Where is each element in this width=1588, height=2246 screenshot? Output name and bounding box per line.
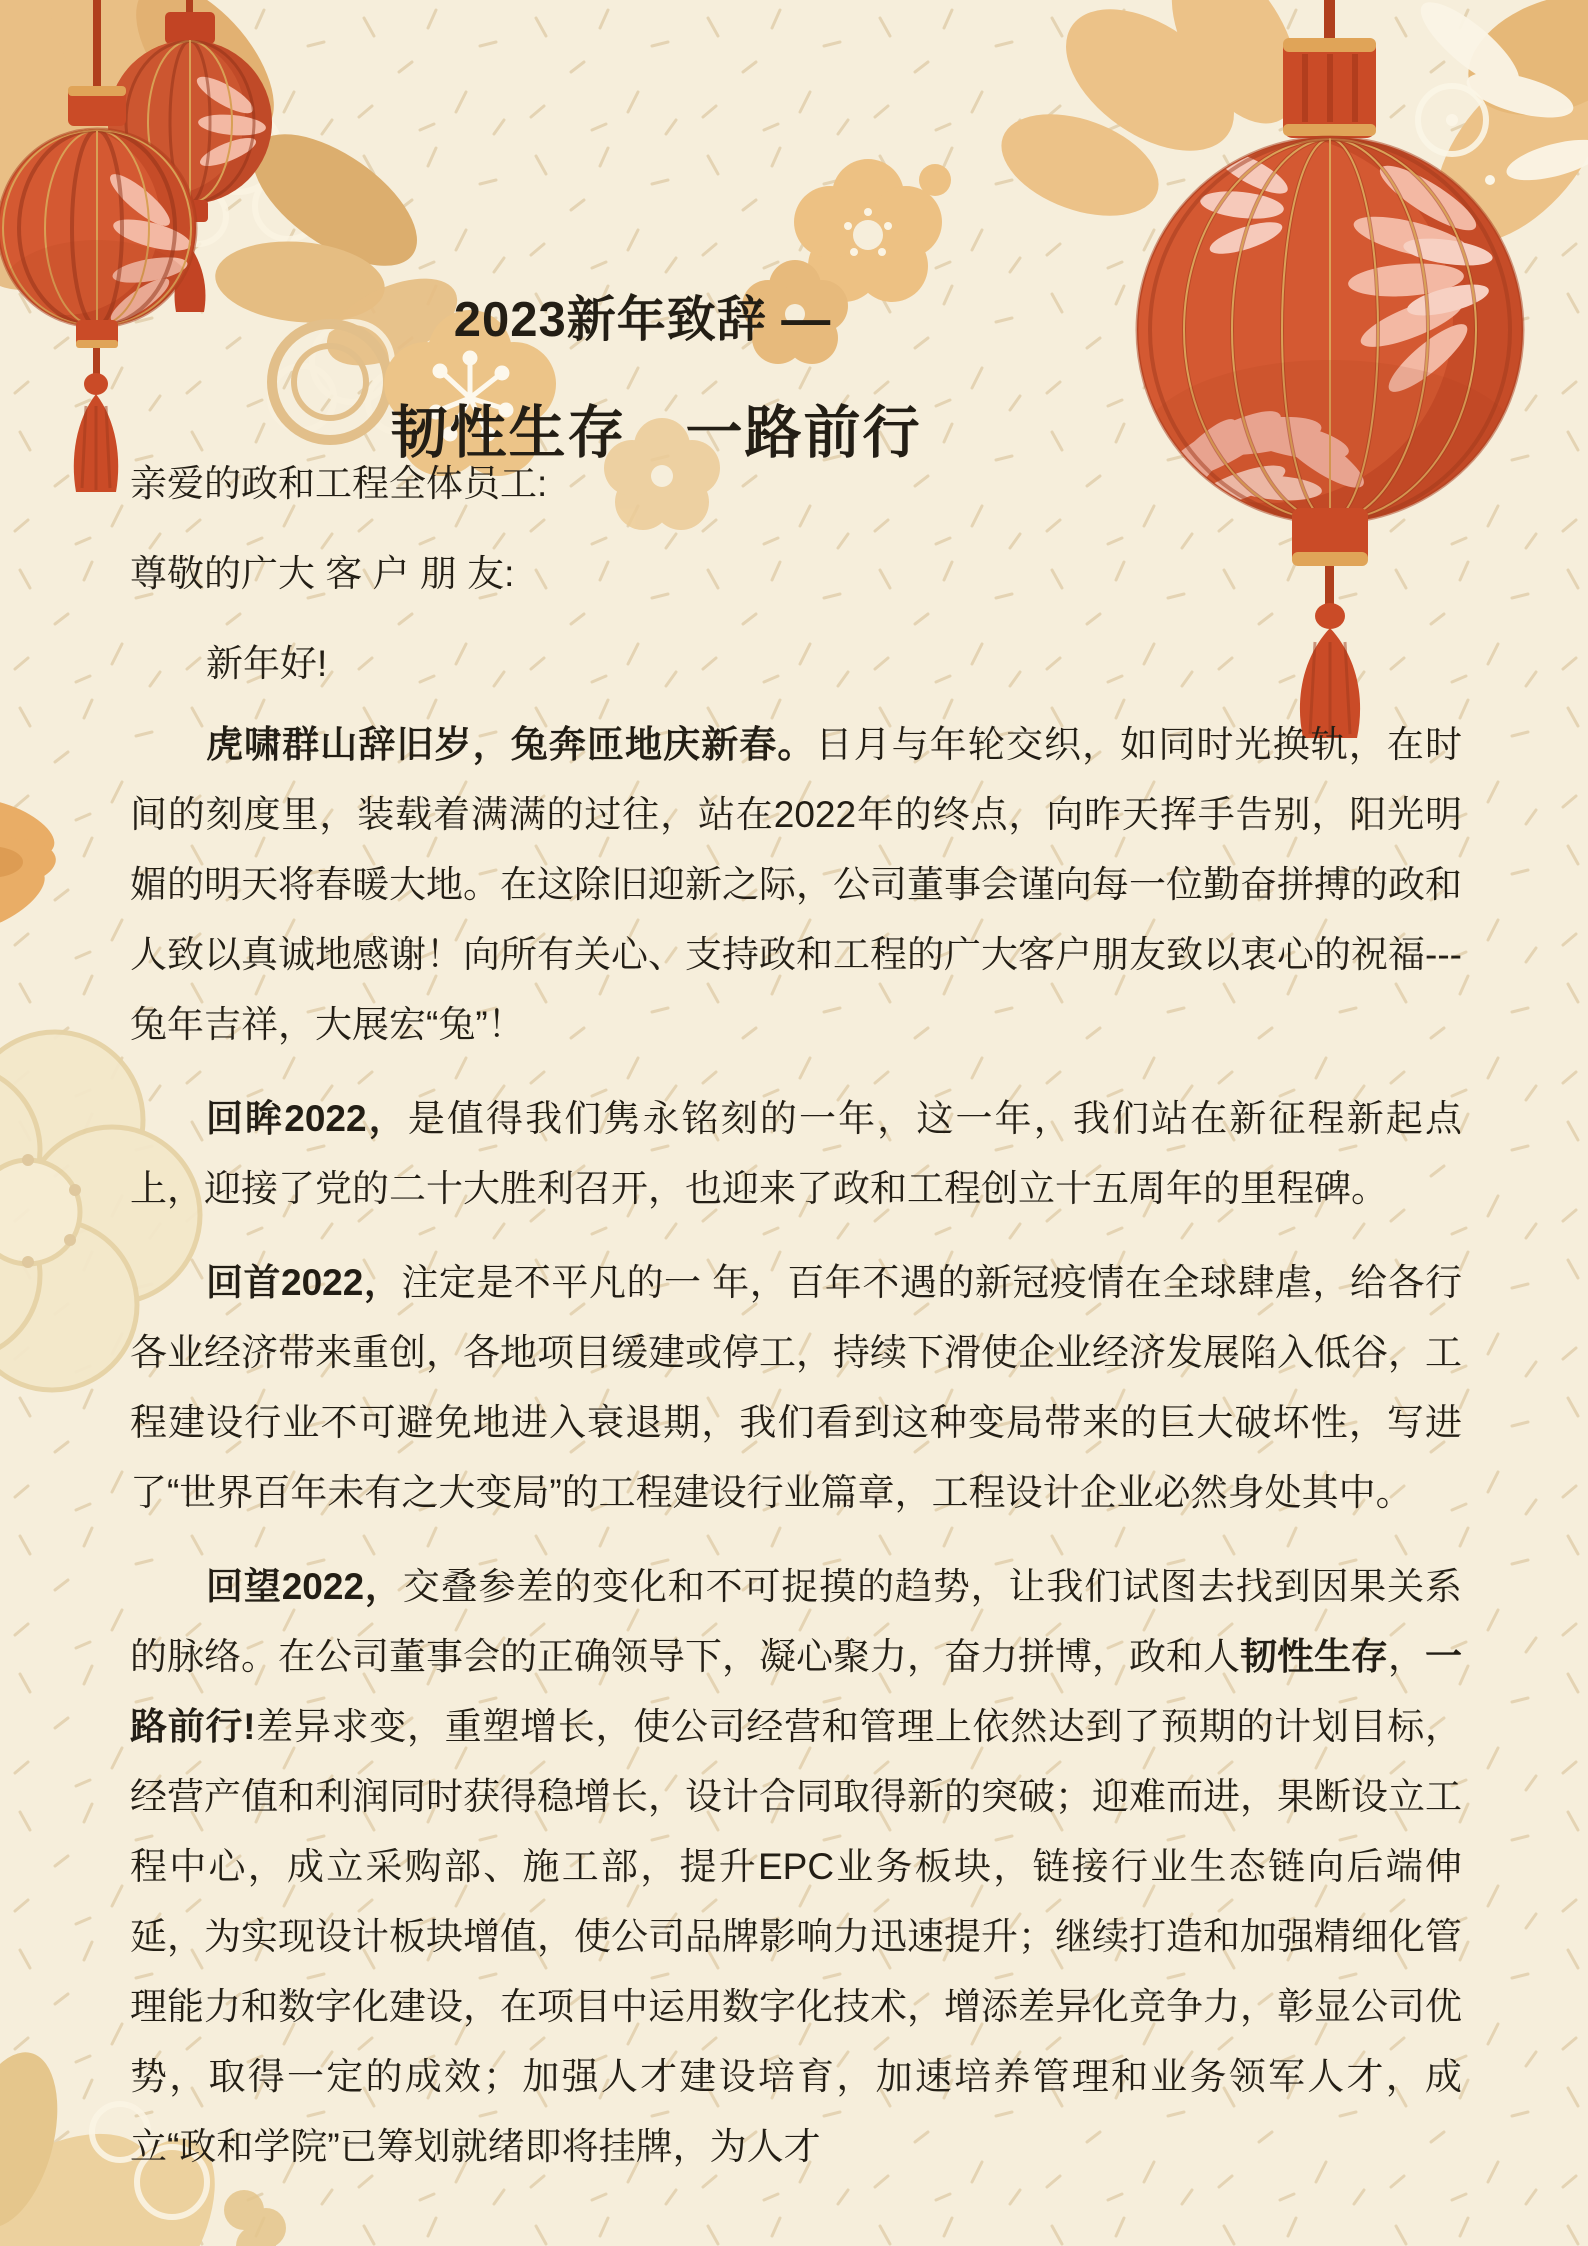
paragraph-emphasis: 一路前行!: [130, 1636, 1462, 1747]
paragraph-huiwang-2022: [130, 1552, 1462, 2182]
paragraph-text: 日月与年轮交织，如同时光换轨，在时间的刻度里，装载着满满的过往，站在2022年的终点，向昨天挥手告别，阳光明媚的明天将春暖大地。在这除旧迎新之际，公司董事会谨向每一位勤奋拼搏的政和人致以真诚地感谢！向所有关心、支持政和工程的广大客户朋友致以衷心的祝福---兔年吉祥，大展宏“兔”！: [130, 724, 1462, 1045]
paragraph-lead: 回眸2022，: [206, 1098, 408, 1139]
paragraph-huishou-2022: [130, 1248, 1462, 1528]
page-title: 2023新年致辞 —: [453, 292, 832, 347]
letter-body: [130, 462, 1462, 2182]
paragraph-lead: 回望2022，: [206, 1566, 403, 1607]
greeting-line: 新年好!: [206, 643, 328, 684]
paragraph-emphasis: 韧性生存: [1240, 1636, 1388, 1677]
salutation-customers: 尊敬的广大 客 户 朋 友:: [130, 553, 515, 594]
paragraph-huimou-2022: [130, 1084, 1462, 1224]
paragraph-text: ，: [1388, 1636, 1425, 1677]
paragraph-lead: 虎啸群山辞旧岁，兔奔匝地庆新春。: [206, 724, 816, 765]
paragraph-text: 是值得我们隽永铭刻的一年，这一年，我们站在新征程新起点上，迎接了党的二十大胜利召开，也迎来了政和工程创立十五周年的里程碑。: [130, 1098, 1463, 1209]
page-subtitle: 韧性生存 一路前行: [390, 401, 922, 466]
paragraph-text: 注定是不平凡的一 年，百年不遇的新冠疫情在全球肆虐，给各行各业经济带来重创，各地项目缓建或停工，持续下滑使企业经济发展陷入低谷，工程建设行业不可避免地进入衰退期，我们看到这种变局带来的巨大破坏性，写进了“世界百年未有之大变局”的工程建设行业篇章，工程设计企业必然身处其中。: [130, 1262, 1463, 1513]
paragraph-text: 交叠参差的变化和不可捉摸的趋势，让我们试图去找到因果关系的脉络。在公司董事会的正确领导下，凝心聚力，奋力拼博，政和人: [130, 1566, 1463, 1677]
paragraph-lead: 回首2022，: [206, 1262, 402, 1303]
salutation-employees: 亲爱的政和工程全体员工:: [130, 463, 548, 504]
paragraph-opening: [130, 710, 1462, 1060]
paragraph-text: 差异求变，重塑增长，使公司经营和管理上依然达到了预期的计划目标，经营产值和利润同时获得稳增长，设计合同取得新的突破；迎难而进，果断设立工程中心，成立采购部、施工部，提升EPC业务板块，链接行业生态链向后端伸延，为实现设计板块增值，使公司品牌影响力迅速提升；继续打造和加强精细化管理能力和数字化建设，在项目中运用数字化技术，增添差异化竞争力，彰显公司优势，取得一定的成效；加强人才建设培育，加速培养管理和业务领军人才，成立“政和学院”已筹划就绪即将挂牌，为人才: [130, 1706, 1462, 2167]
